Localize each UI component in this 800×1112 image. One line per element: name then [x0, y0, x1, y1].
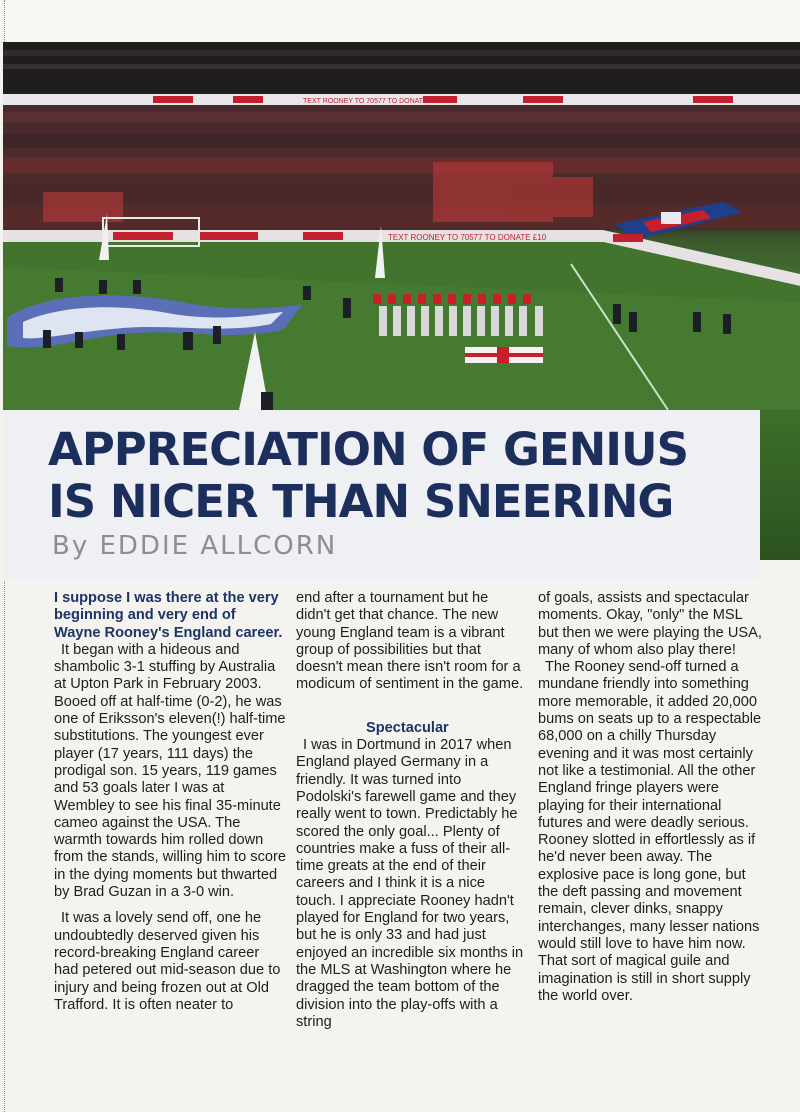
stadium-photo: [3, 42, 800, 410]
article-paragraph: The Rooney send-off turned a mundane friendly into something more memorable, it added 20,000 bums on seats up to a respectable 68,000 on a chilly Thursday evening and it was most certainly not like a testimonial. All the other England fringe players were playing for their international futures and were deadly serious. Rooney slotted in effortlessly as if he'd never been away. The explosive pace is long gone, but the deft passing and movement remain, clever dinks, snappy interchanges, many lesser nations would still love to have him now. That sort of magical guile and imagination is still in short supply the world over.: [538, 659, 762, 1004]
article-byline: By EDDIE ALLCORN: [52, 531, 338, 561]
article-column-2: [296, 590, 526, 1031]
article-paragraph: It began with a hideous and shambolic 3-1 stuffing by Australia at Upton Park in February 2003. Booed off at half-time (0-2), he was one of Eriksson's eleven(!) half-time substitutions. The youngest ever player (17 years, 111 days) the prodigal son. 15 years, 119 games and 53 goals later I was at Wembley to see his final 35-minute cameo against the USA. The warmth towards him rolled down from the stands, willing him to score in the dying moments but thwarted by Brad Guzan in a 3-0 win.: [54, 641, 286, 901]
article-paragraph: end after a tournament but he didn't get that chance. The new young England team is a vibrant group of possibilities but that doesn't mean there isn't room for a modicum of sentiment in the game.: [296, 590, 524, 693]
article-lede: I suppose I was there at the very beginning and very end of Wayne Rooney's England career.: [54, 590, 283, 641]
photo-edge-strip: [760, 410, 800, 560]
headline-line-1: APPRECIATION OF GENIUS: [48, 423, 688, 476]
article-column-1: [54, 590, 286, 1014]
article-paragraph: It was a lovely send off, one he undoubtedly deserved given his record-breaking England career had petered out mid-season due to injury and being frozen out at Old Trafford. It is often neater to: [54, 910, 281, 1013]
headline-line-2: IS NICER THAN SNEERING: [48, 475, 674, 528]
article-subhead: Spectacular: [366, 719, 449, 736]
page-top-margin: [0, 0, 800, 43]
article-paragraph: I was in Dortmund in 2017 when England played Germany in a friendly. It was turned into Podolski's farewell game and they really went to town. Predictably he scored the only goal... Plenty of countries make a fuss of their all-time greats at the end of their careers and I think it is a nice touch. I appreciate Rooney hadn't played for England for two years, but he is only 33 and had just enjoyed an incredible six months in the MLS at Washington where he dragged the team bottom of the division into the play-offs with a string: [296, 737, 524, 1030]
article-column-3: [538, 590, 766, 1005]
article-headline: [48, 424, 748, 528]
article-paragraph: of goals, assists and spectacular moments. Okay, "only" the MSL but then we were playing the USA, many of whom also play there!: [538, 590, 762, 658]
lower-banner-text: TEXT ROONEY TO 70577 TO DONATE £10: [388, 233, 547, 242]
stadium-illustration: [3, 42, 800, 410]
upper-banner-text: TEXT ROONEY TO 70577 TO DONATE £10: [303, 98, 442, 105]
